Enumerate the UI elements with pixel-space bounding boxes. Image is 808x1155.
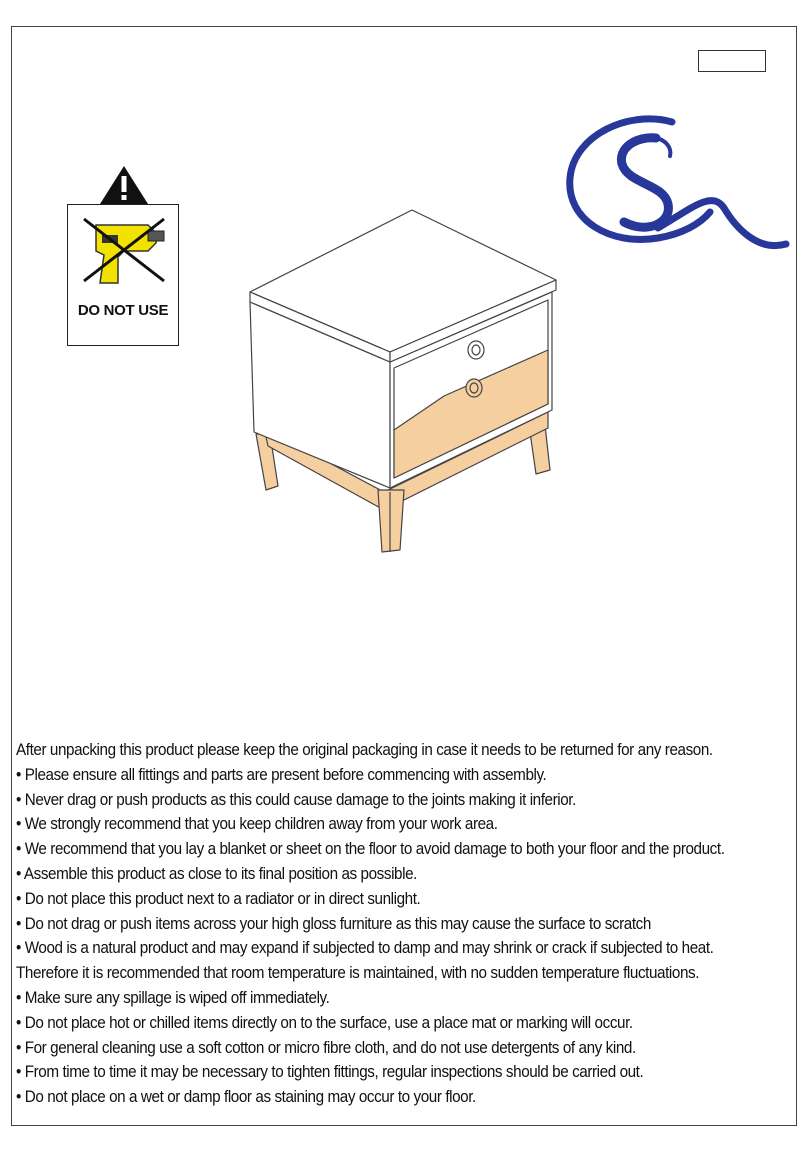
- warning-box: [67, 204, 179, 346]
- note-line: • Wood is a natural product and may expand if subjected to damp and may shrink or crack if subjected to heat.: [16, 939, 714, 958]
- notes-intro: After unpacking this product please keep the original packaging in case it needs to be returned for any reason.: [16, 741, 713, 759]
- note-line: • We recommend that you lay a blanket or sheet on the floor to avoid damage to both your floor and the product.: [16, 840, 725, 859]
- drill-chuck-shape: [148, 231, 164, 241]
- front-leg: [378, 490, 404, 552]
- note-line: • Do not place hot or chilled items directly on to the surface, use a place mat or marking will occur.: [16, 1013, 633, 1032]
- note-line: • Please ensure all fittings and parts are present before commencing with assembly.: [16, 765, 547, 784]
- upper-knob: [468, 341, 484, 359]
- sq-monogram-logo: [562, 108, 790, 258]
- note-line: • For general cleaning use a soft cotton or micro fibre cloth, and do not use detergents of any kind.: [16, 1038, 636, 1057]
- warning-triangle-icon: [98, 164, 150, 206]
- product-code-box: [698, 50, 766, 72]
- note-line: • We strongly recommend that you keep children away from your work area.: [16, 815, 498, 834]
- warning-panel: [67, 164, 181, 348]
- note-line: Therefore it is recommended that room temperature is maintained, with no sudden temperature fluctuations.: [16, 964, 700, 983]
- no-power-drill-icon: [78, 211, 170, 291]
- logo-s-stroke: [621, 138, 668, 227]
- bedside-table-illustration: [244, 206, 564, 558]
- note-line: • Never drag or push products as this could cause damage to the joints making it inferior.: [16, 790, 576, 809]
- note-line: • Do not place this product next to a radiator or in direct sunlight.: [16, 889, 421, 908]
- note-line: • Do not place on a wet or damp floor as staining may occur to your floor.: [16, 1088, 476, 1107]
- note-line: • From time to time it may be necessary to tighten fittings, regular inspections should be carried out.: [16, 1063, 644, 1082]
- note-line: • Make sure any spillage is wiped off immediately.: [16, 988, 330, 1007]
- warning-label: DO NOT USE: [77, 302, 169, 319]
- lower-knob: [466, 379, 482, 397]
- note-line: • Do not drag or push items across your high gloss furniture as this may cause the surface to scratch: [16, 914, 651, 933]
- note-line: • Assemble this product as close to its final position as possible.: [16, 864, 417, 883]
- logo-q-tail: [658, 201, 786, 246]
- assembly-notes: [16, 738, 745, 1110]
